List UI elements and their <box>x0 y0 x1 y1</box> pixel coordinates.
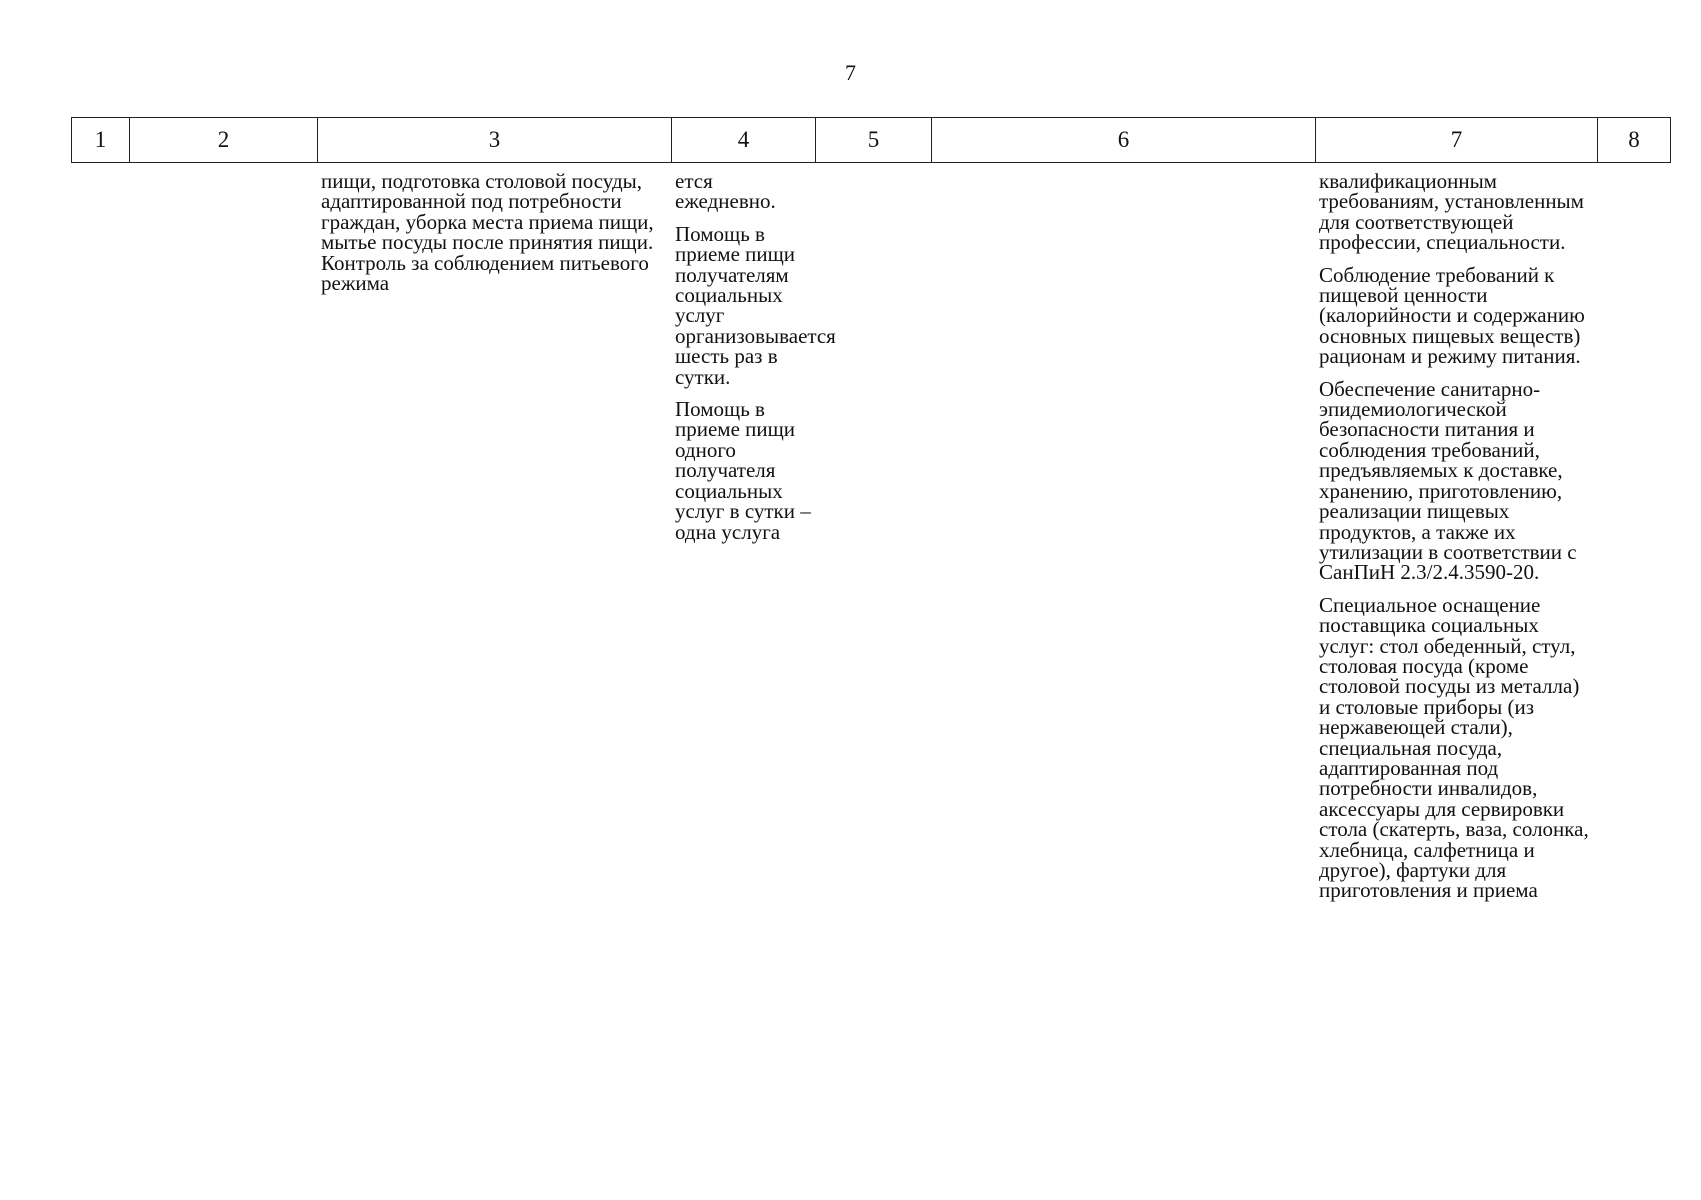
header-cell-4: 4 <box>672 118 816 163</box>
header-cell-6: 6 <box>932 118 1316 163</box>
column-4-paragraph: Помощь в приеме пищи получателям социальных услуг организовывается шесть раз в сутки. <box>675 221 836 389</box>
header-cell-1: 1 <box>72 118 130 163</box>
header-cell-2: 2 <box>130 118 318 163</box>
column-3-paragraph: пищи, подготовка столовой посуды, адаптированной под потребности граждан, уборка места приема пищи, мытье посуды после принятия пищи. Контроль за соблюдением питьевого режима <box>321 169 654 296</box>
column-7-paragraph: Специальное оснащение поставщика социальных услуг: стол обеденный, стул, столовая посуда (кроме столовой посуды из металла) и столовые приборы (из нержавеющей стали), специальная посуда, адаптированная под потребности инвалидов, аксессуары для сервировки стола (скатерть, ваза, солонка, хлебница, салфетница и другое), фартуки для приготовления и приема <box>1319 592 1589 903</box>
column-7-paragraph: квалификационным требованиям, установленным для соответствующей профессии, специальности. <box>1319 169 1584 255</box>
column-4-paragraph: ется ежедневно. <box>675 169 776 214</box>
header-cell-3: 3 <box>318 118 672 163</box>
column-7-paragraph: Соблюдение требований к пищевой ценности (калорийности и содержанию основных пищевых веществ) рационам и режиму питания. <box>1319 262 1585 369</box>
header-cell-5: 5 <box>816 118 932 163</box>
column-7-text <box>1319 171 1594 913</box>
page-number: 7 <box>845 60 856 85</box>
column-4-text <box>675 169 836 554</box>
column-3-text <box>321 171 661 305</box>
column-number-header <box>71 117 1671 163</box>
header-row <box>72 118 1671 163</box>
header-cell-7: 7 <box>1316 118 1598 163</box>
header-cell-8: 8 <box>1598 118 1671 163</box>
column-4-paragraph: Помощь в приеме пищи одного получателя социальных услуг в сутки – одна услуга <box>675 397 811 544</box>
column-7-paragraph: Обеспечение санитарно-эпидемиологической безопасности питания и соблюдения требований, предъявляемых к доставке, хранению, приготовлению, реализации пищевых продуктов, а также их утилизации в соответствии с СанПиН 2.3/2.4.3590-20. <box>1319 376 1577 585</box>
